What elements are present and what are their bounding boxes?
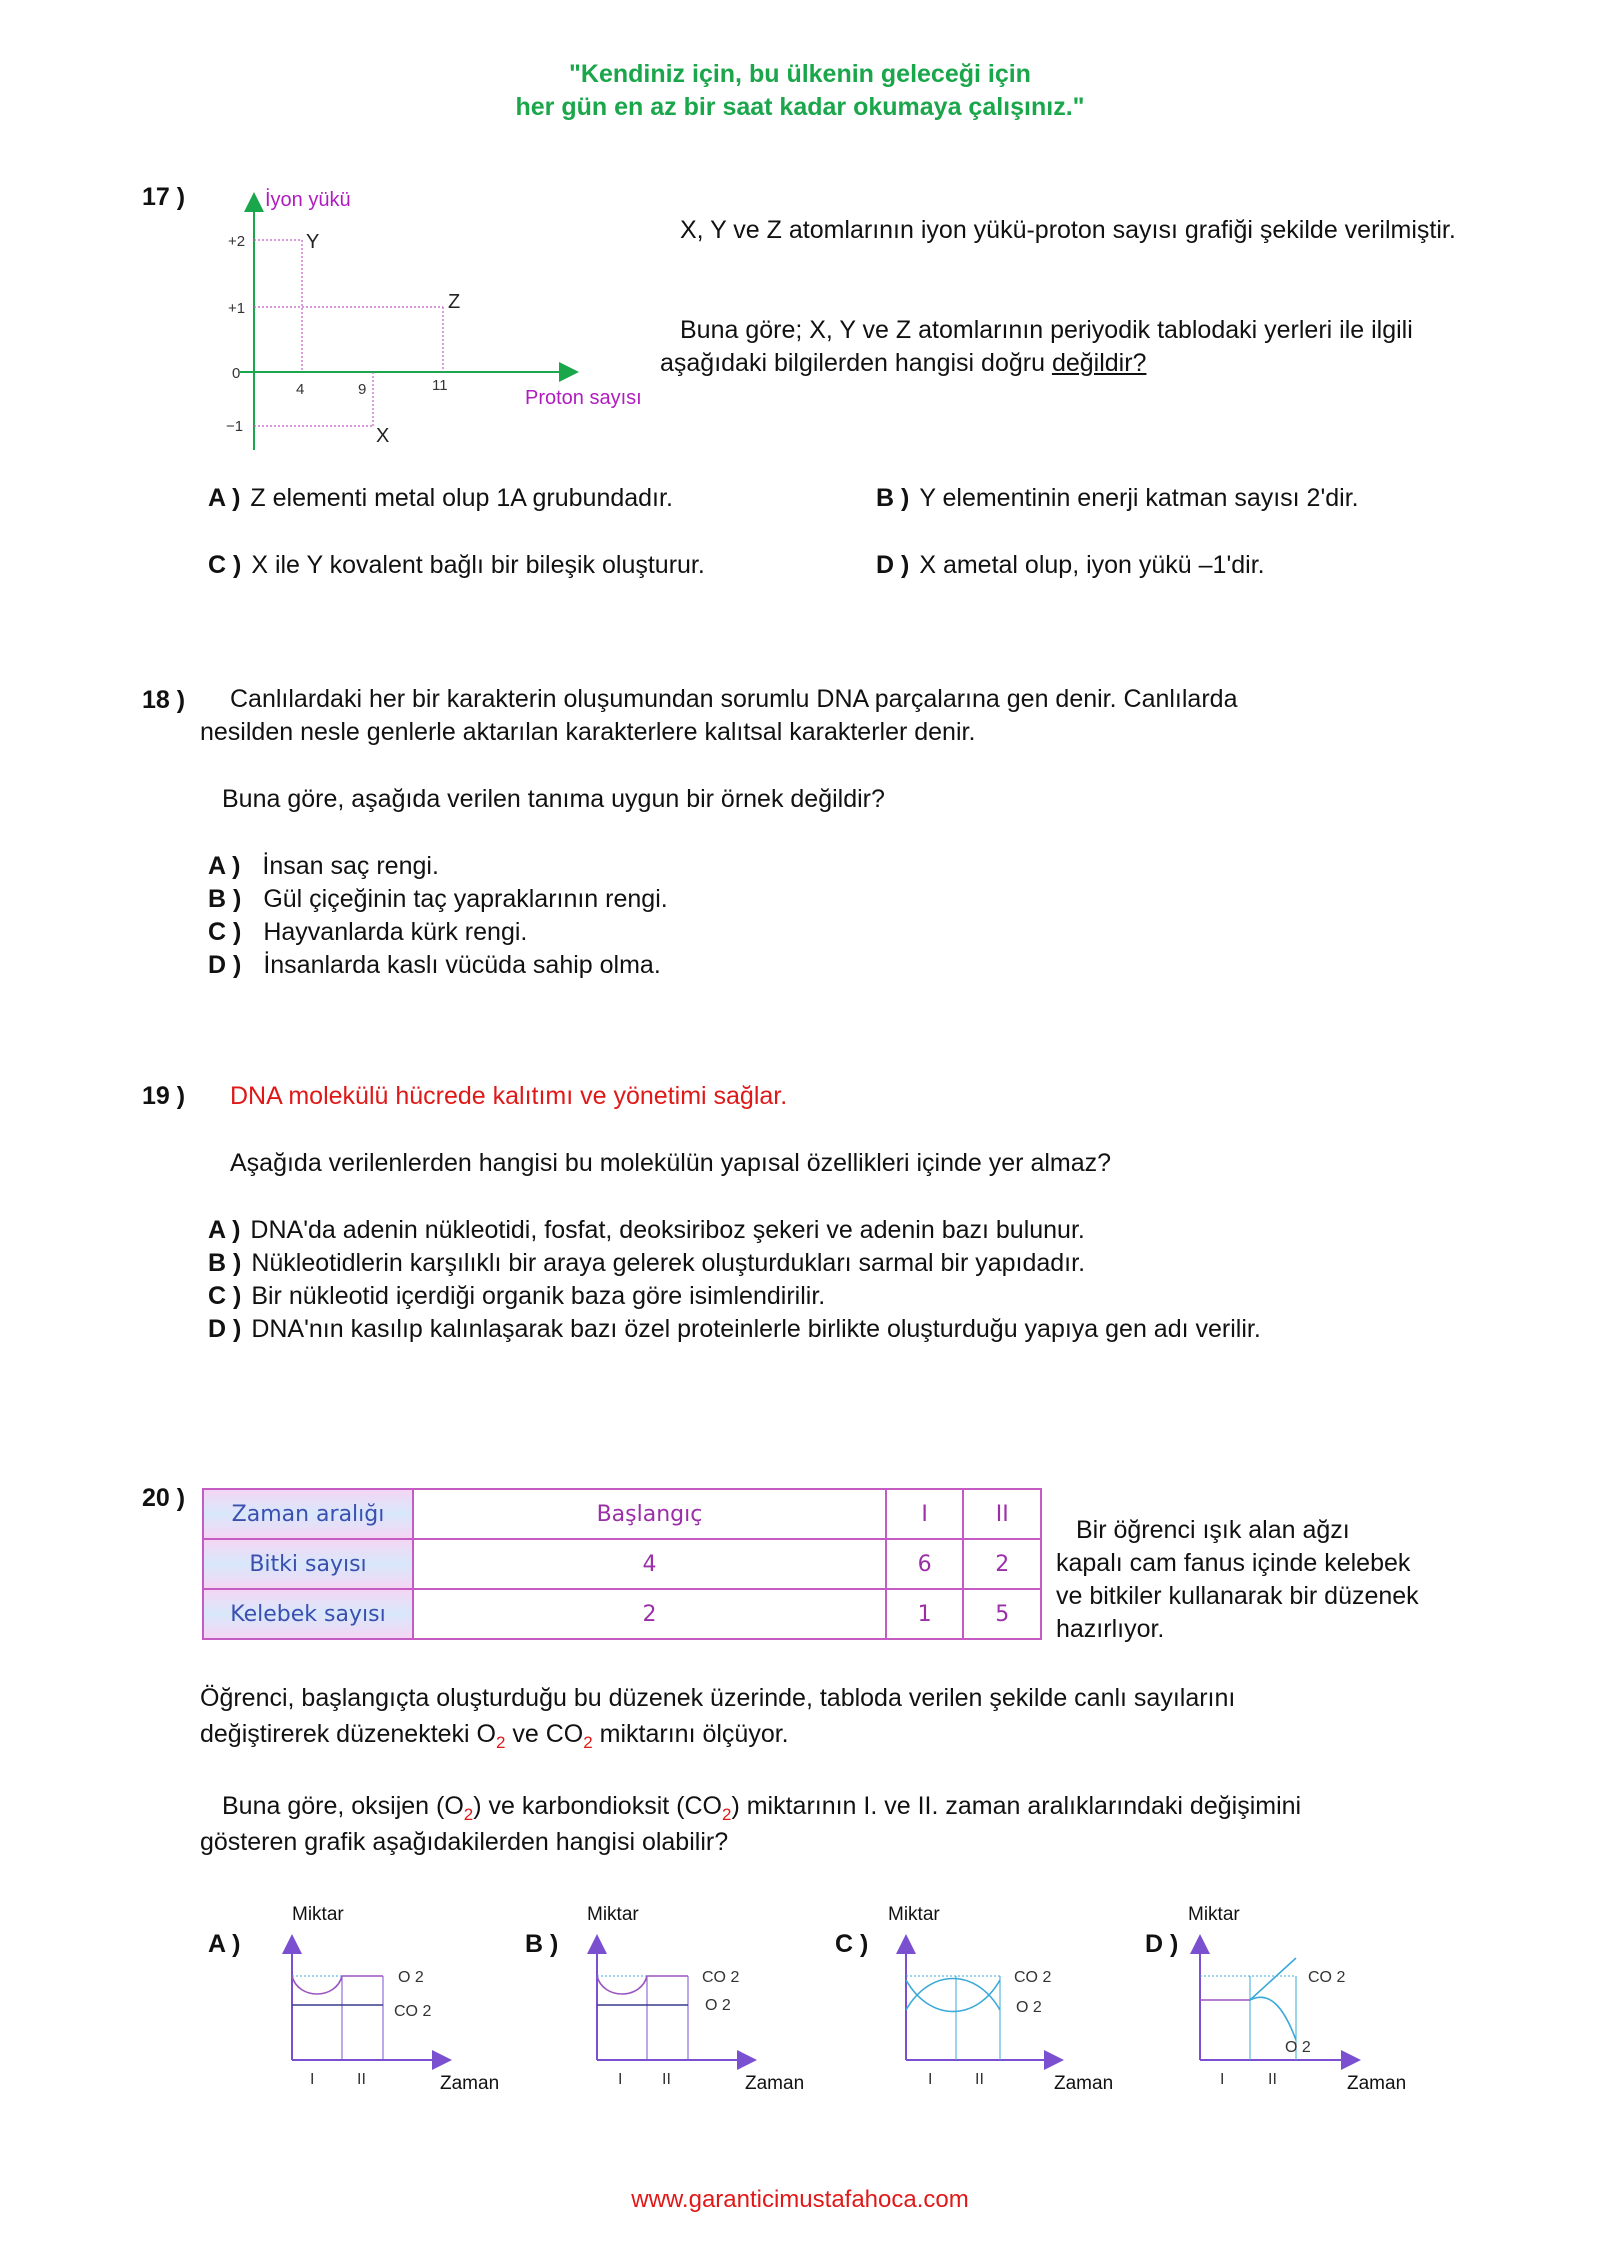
graph-y-label: Miktar: [587, 1904, 639, 1925]
table-cell: 1: [886, 1589, 964, 1639]
q20-paragraph-1-line-1: Öğrenci, başlangıçta oluşturduğu bu düzenek üzerinde, tabloda verilen şekilde canlı sayılarını: [200, 1684, 1236, 1712]
y-tick: −1: [226, 418, 244, 435]
graph-y-label: Miktar: [888, 1904, 940, 1925]
table-cell: Kelebek sayısı: [203, 1589, 413, 1639]
option-letter: D ): [1145, 1930, 1179, 1958]
table-row: [203, 1489, 1041, 1539]
question-20-number: 20 ): [142, 1484, 186, 1512]
q17-option-a[interactable]: A ) Z elementi metal olup 1A grubundadır.: [208, 484, 673, 512]
svg-text:II: II: [662, 2071, 671, 2088]
question-18-number: 18 ): [142, 686, 186, 714]
q20-data-table: [202, 1488, 1042, 1640]
svg-text:O 2: O 2: [1016, 1999, 1042, 2016]
svg-text:CO 2: CO 2: [702, 1969, 740, 1986]
q19-question: Aşağıda verilenlerden hangisi bu molekülün yapısal özellikleri içinde yer almaz?: [230, 1149, 1112, 1177]
table-row: [203, 1539, 1041, 1589]
svg-text:II: II: [975, 2071, 984, 2088]
table-header-cell: Zaman aralığı: [203, 1489, 413, 1539]
option-b-graph[interactable]: [525, 1904, 804, 2094]
svg-text:O 2: O 2: [398, 1969, 424, 1986]
q18-line-2: nesilden nesle genlerle aktarılan karakterlere kalıtsal karakterler denir.: [200, 718, 976, 746]
q19-statement: DNA molekülü hücrede kalıtımı ve yönetimi sağlar.: [230, 1082, 788, 1110]
q19-option-c[interactable]: C ) Bir nükleotid içerdiği organik baza göre isimlendirilir.: [208, 1282, 826, 1310]
q20-paragraph-1-line-2: değiştirerek düzenekteki $O_2$ ve $CO_2$ miktarını ölçüyor.: [200, 1720, 789, 1752]
point-label-y: Y: [306, 231, 320, 253]
svg-text:II: II: [1268, 2071, 1277, 2088]
option-c-graph[interactable]: [835, 1904, 1113, 2094]
y-tick: 0: [232, 365, 241, 382]
y-tick: +2: [228, 233, 246, 250]
question-17-number: 17 ): [142, 183, 186, 211]
svg-text:II: II: [357, 2071, 366, 2088]
table-header-cell: I: [886, 1489, 964, 1539]
svg-text:I: I: [310, 2071, 315, 2088]
table-header-cell: Başlangıç: [413, 1489, 886, 1539]
q18-line-1: Canlılardaki her bir karakterin oluşumundan sorumlu DNA parçalarına gen denir. Canlılarda: [230, 685, 1238, 713]
co2-line: [1250, 1958, 1296, 2000]
x-tick: 9: [358, 381, 367, 398]
o2-curve: [1250, 1997, 1296, 2040]
svg-text:CO 2: CO 2: [1308, 1969, 1346, 1986]
table-cell: 2: [963, 1539, 1041, 1589]
q20-question-line-1: Buna göre, oksijen $(O_2)$ ve karbondioksit $(CO_2)$ miktarının I. ve II. zaman aralıklarındaki değişimini: [222, 1792, 1302, 1824]
graph-y-label: Miktar: [292, 1904, 344, 1925]
q18-option-b[interactable]: B ) Gül çiçeğinin taç yapraklarının rengi.: [208, 885, 668, 913]
x-tick: 11: [432, 377, 448, 394]
footer-url[interactable]: www.garanticimustafahoca.com: [631, 2186, 969, 2213]
table-header-cell: II: [963, 1489, 1041, 1539]
y-axis-label: İyon yükü: [265, 189, 351, 211]
option-letter: A ): [208, 1930, 241, 1958]
svg-text:I: I: [1220, 2071, 1225, 2088]
motto-line-1: "Kendiniz için, bu ülkenin geleceği için: [569, 60, 1031, 88]
q18-option-c[interactable]: C ) Hayvanlarda kürk rengi.: [208, 918, 528, 946]
q19-option-d[interactable]: D ) DNA'nın kasılıp kalınlaşarak bazı özel proteinlerle birlikte oluşturduğu yapıya gen adı verilir.: [208, 1315, 1261, 1343]
o2-curve: [906, 1979, 1000, 2011]
table-row: [203, 1589, 1041, 1639]
svg-text:CO 2: CO 2: [1014, 1969, 1052, 1986]
x-tick: 4: [296, 381, 305, 398]
point-label-x: X: [376, 425, 390, 447]
svg-text:Zaman: Zaman: [1054, 2073, 1114, 2094]
svg-text:Zaman: Zaman: [440, 2073, 500, 2094]
ion-charge-graph: [210, 180, 660, 450]
svg-text:O 2: O 2: [1285, 2039, 1311, 2056]
option-letter: C ): [835, 1930, 869, 1958]
q20-side-text: Bir öğrenci ışık alan ağzı kapalı cam fanus içinde kelebek ve bitkiler kullanarak bir düzenek hazırlıyor.: [1056, 1516, 1419, 1643]
svg-text:Zaman: Zaman: [745, 2073, 805, 2094]
point-label-z: Z: [448, 291, 461, 313]
q19-option-b[interactable]: B ) Nükleotidlerin karşılıklı bir araya gelerek oluşturdukları sarmal bir yapıdadır.: [208, 1249, 1086, 1277]
svg-text:I: I: [618, 2071, 623, 2088]
q17-question: Buna göre; X, Y ve Z atomlarının periyodik tablodaki yerleri ile ilgili aşağıdaki bilgilerden hangisi doğru değildir?: [660, 316, 1413, 377]
option-letter: B ): [525, 1930, 559, 1958]
q17-option-c[interactable]: C ) X ile Y kovalent bağlı bir bileşik oluşturur.: [208, 551, 705, 579]
q18-option-a[interactable]: A ) İnsan saç rengi.: [208, 852, 439, 880]
q18-question: Buna göre, aşağıda verilen tanıma uygun bir örnek değildir?: [222, 785, 885, 813]
table-cell: Bitki sayısı: [203, 1539, 413, 1589]
q17-option-b[interactable]: B ) Y elementinin enerji katman sayısı 2'dir.: [876, 484, 1359, 512]
o2-curve: [292, 1976, 383, 1994]
svg-text:I: I: [928, 2071, 933, 2088]
option-a-graph[interactable]: [208, 1904, 499, 2094]
table-cell: 2: [413, 1589, 886, 1639]
table-cell: 6: [886, 1539, 964, 1589]
q17-intro: X, Y ve Z atomlarının iyon yükü-proton sayısı grafiği şekilde verilmiştir.: [680, 216, 1456, 244]
svg-text:Zaman: Zaman: [1347, 2073, 1407, 2094]
q20-question-line-2: gösteren grafik aşağıdakilerden hangisi olabilir?: [200, 1828, 729, 1856]
question-19-number: 19 ): [142, 1082, 186, 1110]
svg-text:O 2: O 2: [705, 1997, 731, 2014]
x-axis-label: Proton sayısı: [525, 387, 642, 409]
svg-text:CO 2: CO 2: [394, 2003, 432, 2020]
table-cell: 4: [413, 1539, 886, 1589]
co2-curve: [597, 1976, 688, 1994]
co2-curve: [906, 1980, 1000, 2012]
graph-y-label: Miktar: [1188, 1904, 1240, 1925]
q18-option-d[interactable]: D ) İnsanlarda kaslı vücüda sahip olma.: [208, 951, 661, 979]
option-d-graph[interactable]: [1145, 1904, 1406, 2094]
q19-option-a[interactable]: A ) DNA'da adenin nükleotidi, fosfat, deoksiriboz şekeri ve adenin bazı bulunur.: [208, 1216, 1085, 1244]
q17-option-d[interactable]: D ) X ametal olup, iyon yükü –1'dir.: [876, 551, 1265, 579]
q20-option-graphs: [190, 1890, 1450, 2100]
motto-line-2: her gün en az bir saat kadar okumaya çalışınız.": [515, 93, 1085, 121]
table-cell: 5: [963, 1589, 1041, 1639]
y-tick: +1: [228, 300, 246, 317]
